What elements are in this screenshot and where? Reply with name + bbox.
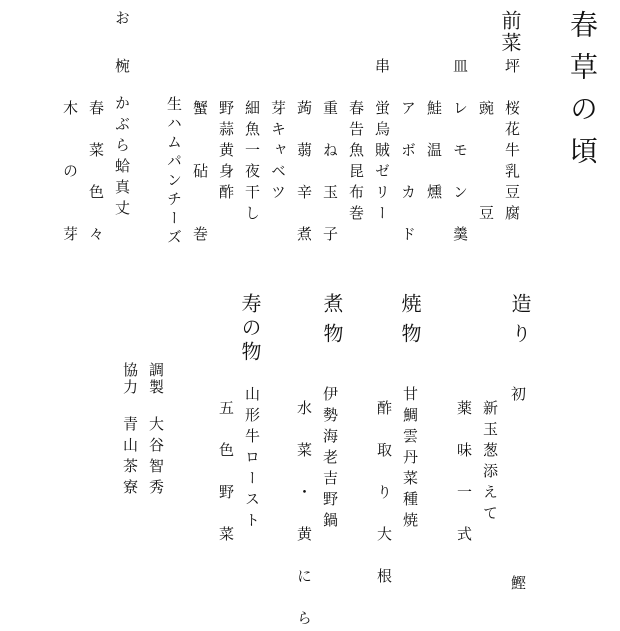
zensai-line: 鮭 温 燻 [425,58,443,205]
yakimono-heading: 焼物 [398,293,422,353]
owan-line: お [113,10,131,31]
zensai-line: 蒟 蒻 辛 煮 [295,58,313,247]
zensai-heading: 前菜 [498,10,522,54]
zensai-line: 芽キャベツ [269,58,287,205]
kotobuki-heading: 寿の物 [238,293,262,365]
tsukuri-line: 初 鰹 [509,386,527,596]
tsukuri-line: 薬 味 一 式 [455,400,473,547]
owan-line: かぶら蛤真丈 [113,95,131,221]
kotobuki-line: 五 色 野 菜 [217,400,235,547]
kotobuki-line: 山形牛ロースト [243,386,261,533]
nimono-line: 水 菜 ・ 黄 に ら [295,400,313,631]
zensai-line: 重 ね 玉 子 [321,58,339,247]
zensai-line: 蟹 砧 巻 [191,58,209,247]
nimono-line: 伊勢海老吉野鍋 [321,386,339,533]
zensai-line: 細魚一夜干し [243,58,261,226]
menu-title: 春草の頃 [566,10,599,178]
yakimono-line: 酢 取 り 大 根 [375,400,393,589]
tsukuri-heading: 造り [508,293,532,353]
chousei-label: 調製 [147,362,165,396]
owan-line: 春 菜 色 々 [87,58,105,247]
zensai-line: 春告魚昆布巻 [347,58,365,226]
owan-line: 木 の 芽 [61,58,79,247]
owan-heading: 椀 [113,58,131,79]
kyouryoku-name: 青山茶寮 [121,416,139,500]
zensai-line: 皿 レ モ ン 羹 [451,58,469,247]
yakimono-line: 甘鯛雲丹菜種焼 [401,386,419,533]
nimono-heading: 煮物 [320,293,344,353]
zensai-line: 豌 豆 [477,58,495,226]
tsukuri-line: 新玉葱添えて [481,400,499,526]
zensai-line: 坪 桜花牛乳豆腐 [503,58,521,226]
kyouryoku-label: 協力 [121,362,139,396]
zensai-line: 串 蛍烏賊ゼリー [373,58,391,226]
zensai-line: ア ボ カ ド [399,58,417,247]
zensai-line: 野蒜黄身酢 [217,58,235,205]
zensai-line: 生ハムパンチーズ [165,58,183,248]
chousei-name: 大谷智秀 [147,416,165,500]
